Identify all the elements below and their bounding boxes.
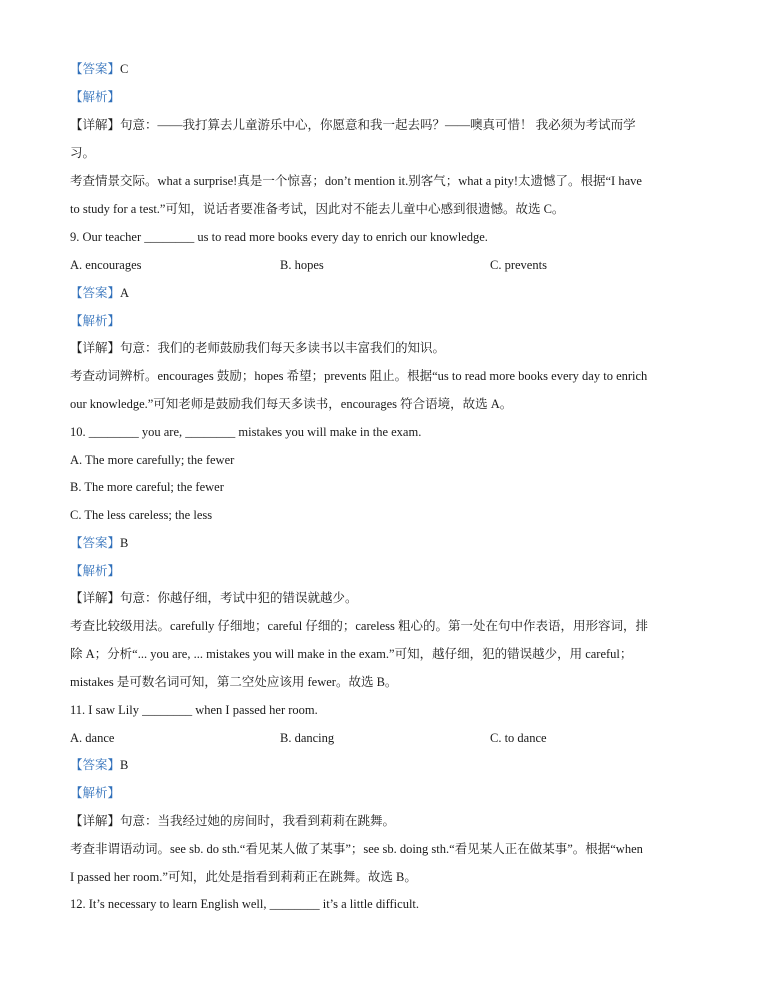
explanation-line: 考查动词辨析。encourages 鼓励；hopes 希望；prevents 阻止。根据“us to read more books every day to enrich — [70, 369, 648, 383]
explanation-line: I passed her room.”可知，此处是指看到莉莉正在跳舞。故选 B。 — [70, 870, 417, 884]
detail-tag: 【详解】 — [70, 341, 121, 355]
option-c: C. prevents — [490, 258, 547, 272]
explanation-line: 考查非谓语动词。see sb. do sth.“看见某人做了某事”；see sb. doing sth.“看见某人正在做某事”。根据“when — [70, 842, 643, 856]
answer-value: C — [120, 62, 129, 76]
question-11: 11. I saw Lily ________ when I passed her room. — [70, 703, 318, 717]
detail-tag: 【详解】 — [70, 591, 121, 605]
explanation-line: 考查情景交际。what a surprise!真是一个惊喜；don’t mention it.别客气；what a pity!太遗憾了。根据“I have — [70, 174, 642, 188]
detail-line — [70, 340, 445, 356]
answer-value: A — [120, 286, 130, 300]
analysis-tag: 【解析】 — [70, 314, 121, 328]
detail-continued: 习。 — [70, 146, 96, 160]
question-10: 10. ________ you are, ________ mistakes you will make in the exam. — [70, 425, 422, 439]
detail-text: 句意：当我经过她的房间时，我看到莉莉在跳舞。 — [120, 814, 396, 828]
analysis-line — [70, 89, 120, 105]
explanation-line: 除 A；分析“... you are, ... mistakes you will make in the exam.”可知，越仔细，犯的错误越少，用 careful； — [70, 647, 633, 661]
explanation-line: to study for a test.”可知，说话者要准备考试，因此对不能去儿童中心感到很遗憾。故选 C。 — [70, 202, 565, 216]
answer-tag: 【答案】 — [70, 286, 121, 300]
detail-tag: 【详解】 — [70, 118, 121, 132]
option-a: A. The more carefully; the fewer — [70, 453, 235, 467]
detail-line — [70, 590, 358, 606]
answer-value: B — [120, 536, 129, 550]
detail-tag: 【详解】 — [70, 814, 121, 828]
detail-line — [70, 117, 636, 133]
answer-line — [70, 535, 128, 551]
answer-value: B — [120, 758, 129, 772]
answer-line — [70, 757, 128, 773]
detail-text: 句意：你越仔细，考试中犯的错误就越少。 — [120, 591, 358, 605]
explanation-line: mistakes 是可数名词可知，第二空处应该用 fewer。故选 B。 — [70, 675, 398, 689]
option-c: C. to dance — [490, 731, 547, 745]
analysis-tag: 【解析】 — [70, 564, 121, 578]
answer-line — [70, 61, 128, 77]
analysis-tag: 【解析】 — [70, 786, 121, 800]
option-b: B. dancing — [280, 731, 335, 745]
option-c: C. The less careless; the less — [70, 508, 213, 522]
analysis-line — [70, 313, 120, 329]
answer-tag: 【答案】 — [70, 758, 121, 772]
answer-tag: 【答案】 — [70, 62, 121, 76]
option-a: A. dance — [70, 731, 115, 745]
analysis-tag: 【解析】 — [70, 90, 121, 104]
question-9: 9. Our teacher ________ us to read more books every day to enrich our knowledge. — [70, 230, 488, 244]
explanation-line: our knowledge.”可知老师是鼓励我们每天多读书，encourages 符合语境，故选 A。 — [70, 397, 513, 411]
detail-line — [70, 813, 395, 829]
analysis-line — [70, 563, 120, 579]
answer-tag: 【答案】 — [70, 536, 121, 550]
option-a: A. encourages — [70, 258, 142, 272]
detail-text: 句意：——我打算去儿童游乐中心，你愿意和我一起去吗？——噢真可惜！ 我必须为考试而学 — [120, 118, 636, 132]
question-12: 12. It’s necessary to learn English well, ________ it’s a little difficult. — [70, 897, 420, 911]
explanation-line: 考查比较级用法。carefully 仔细地；careful 仔细的；careless 粗心的。第一处在句中作表语，用形容词，排 — [70, 619, 649, 633]
analysis-line — [70, 785, 120, 801]
answer-line — [70, 285, 129, 301]
detail-text: 句意：我们的老师鼓励我们每天多读书以丰富我们的知识。 — [120, 341, 446, 355]
option-b: B. The more careful; the fewer — [70, 480, 224, 494]
option-b: B. hopes — [280, 258, 324, 272]
